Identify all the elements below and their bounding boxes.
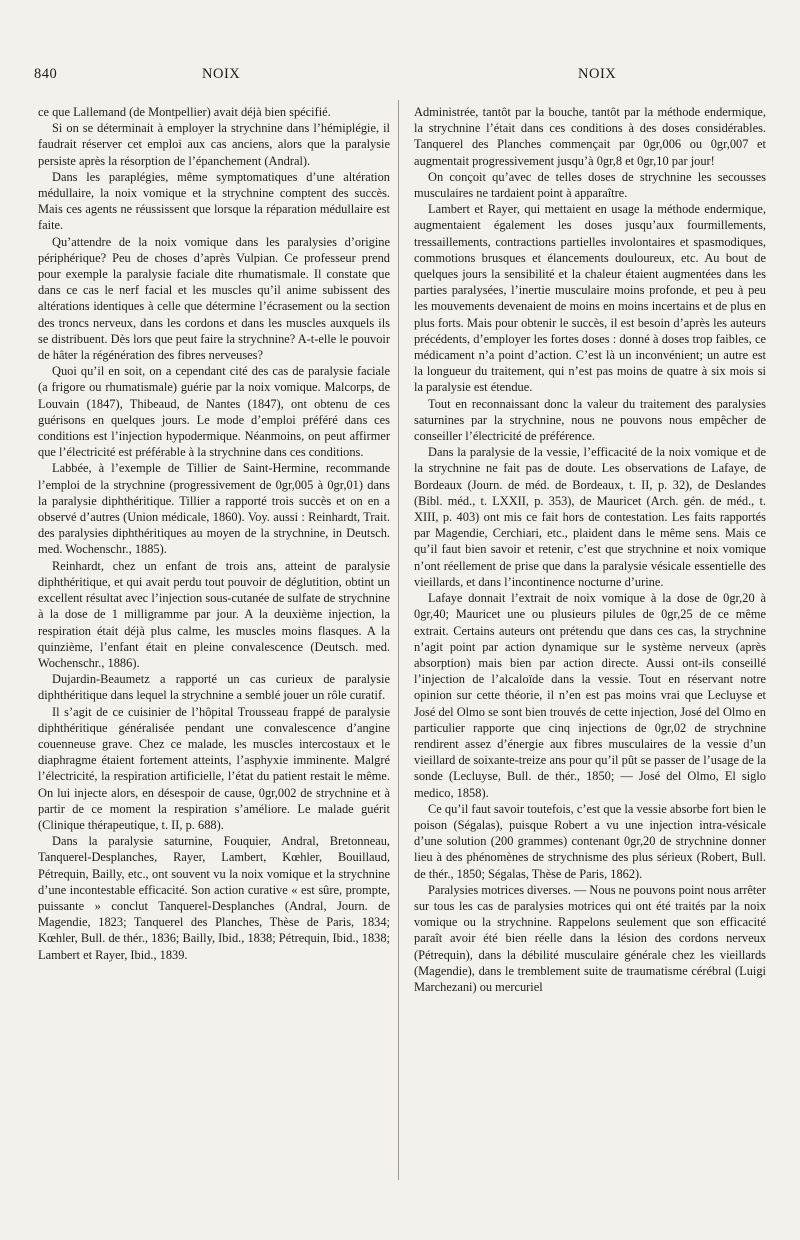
paragraph: Administrée, tantôt par la bouche, tantôt par la méthode endermique, la strychnine l’était dans ces conditions à des doses considérables. Tanquerel des Planches commençait par 0gr,006 ou 0gr,007 et augmentait progressivement jusqu’à 0gr,8 et 0gr,10 par jour! <box>414 105 766 168</box>
left-column <box>38 104 390 963</box>
paragraph: Dujardin-Beaumetz a rapporté un cas curieux de paralysie diphthéritique dans lequel la strychnine a semblé jouer un rôle curatif. <box>38 672 390 703</box>
paragraph: Dans les paraplégies, même symptomatiques d’une altération médullaire, la noix vomique et la strychnine comptent des succès. Mais ces agents ne réussissent que lorsque la réparation médullaire est faite. <box>38 169 390 233</box>
running-title-right: NOIX <box>578 66 617 82</box>
paragraph: Qu’attendre de la noix vomique dans les paralysies d’origine périphérique? Peu de choses d’après Vulpian. Ce professeur prend pour exemple la paralysie faciale dite rhumatismale. Il constate que dans ce cas le nerf facial et les muscles qu’il anime subissent des altérations identiques à celle que détermine l’écrasement ou la section des troncs nerveux, dans les cordons et dans les muscles auxquels ils se distribuent. Dès lors que peut faire la strychnine? A-t-elle le pouvoir de hâter la régénération des fibres nerveuses? <box>38 234 390 363</box>
page-header <box>0 66 800 88</box>
paragraph: Dans la paralysie de la vessie, l’efficacité de la noix vomique et de la strychnine ne fait pas de doute. Les observations de Lafaye, de Bordeaux (Journ. de méd. de Bordeaux, t. II, p. 32), de Deslandes (Bibl. méd., t. LXXII, p. 353), de Mauricet (Arch. gén. de méd., t. XIII, p. 403) ont mis ce fait hors de contestation. Les faits rapportés par Magendie, Cerchiari, etc., plaident dans le même sens. Mais ce qu’il faut bien savoir et retenir, c’est que strychnine et noix vomique n’ont réellement de prise que dans la paralysie vésicale essentielle des vieillards, et dans l’incontinence nocturne d’urine. <box>414 445 766 589</box>
column-divider <box>398 100 399 1180</box>
running-title-left: NOIX <box>202 66 241 82</box>
paragraph: Il s’agit de ce cuisinier de l’hôpital Trousseau frappé de paralysie diphthéritique généralisée pendant une convalescence d’angine couenneuse grave. Chez ce malade, les muscles intercostaux et le diaphragme étaient fortement atteints, l’asphyxie imminente. Malgré l’électricité, la respiration artificielle, l’état du patient restait le même. On lui injecte alors, en désespoir de cause, 0gr,002 de strychnine et à partir de ce moment la respiration s’améliore. Le malade guérit (Clinique thérapeutique, t. II, p. 688). <box>38 704 390 832</box>
paragraph: Labbée, à l’exemple de Tillier de Saint-Hermine, recommande l’emploi de la strychnine (progressivement de 0gr,005 à 0gr,01) dans la paralysie diphthéritique. Tillier a rapporté trois succès et on en a observé d’autres (Union médicale, 1860). Voy. aussi : Reinhardt, Trait. des paralysies diphthéritiques au moyen de la strychnine, in Deutsch. med. Wochenschr., 1885). <box>38 461 390 557</box>
paragraph: Paralysies motrices diverses. — Nous ne pouvons point nous arrêter sur tous les cas de paralysies motrices qui ont été traités par la noix vomique ou la strychnine. Rappelons seulement que son efficacité paraît avoir été bien réelle dans la lésion des cordons nerveux (Pétrequin), dans la débilité musculaire générale chez les vieillards (Magendie), dans le tremblement suite de traumatisme cérébral (Luigi Marchezani) ou mercuriel <box>414 882 766 994</box>
right-column <box>414 104 766 995</box>
paragraph: Reinhardt, chez un enfant de trois ans, atteint de paralysie diphthéritique, et qui avait perdu tout pouvoir de déglutition, obtint un excellent résultat avec l’injection sous-cutanée de sulfate de strychnine à la dose de 1 milligramme par jour. A la deuxième injection, la respiration était déjà plus calme, les muscles moins flasques. A la quinzième, l’enfant était en pleine convalescence (Deutsch. med. Wochenschr., 1886). <box>38 558 390 670</box>
paragraph: Dans la paralysie saturnine, Fouquier, Andral, Bretonneau, Tanquerel-Desplanches, Rayer, Lambert, Kœhler, Bouillaud, Pétrequin, Bailly, etc., ont souvent vu la noix vomique et la strychnine d’une incontestable efficacité. Son action curative « est sûre, prompte, puissante » conclut Tanquerel-Desplanches (Andral, Journ. de Magendie, 1823; Tanquerel des Planches, Thèse de Paris, 1834; Kœhler, Bull. de thér., 1836; Bailly, Ibid., 1838; Pétrequin, Ibid., 1838; Lambert et Rayer, Ibid., 1839. <box>38 834 390 962</box>
paragraph: Lafaye donnait l’extrait de noix vomique à la dose de 0gr,20 à 0gr,40; Mauricet une ou plusieurs pilules de 0gr,25 de ce même extrait. Certains auteurs ont prétendu que dans ces cas, la strychnine n’agit point par action dynamique sur le système nerveux (après absorption) mais bien par action directe. Aussi ont-ils conseillé l’injection de l’alcaloïde dans la vessie. Tout en réservant notre opinion sur cette théorie, il n’en est pas moins vrai que Lecluyse et José del Olmo se sont bien trouvés de cette injection, José del Olmo en particulier rapporte que cinq injections de 0gr,02 de strychnine rendirent assez d’énergie aux fibres musculaires de la vessie d’un vieillard de soixante-treize ans pour qu’il pût se passer de l’usage de la sonde (Lecluyse, Bull. de thér., 1850; — José del Olmo, El siglo medico, 1858). <box>414 591 766 800</box>
paragraph: ce que Lallemand (de Montpellier) avait déjà bien spécifié. <box>38 105 331 119</box>
paragraph: Tout en reconnaissant donc la valeur du traitement des paralysies saturnines par la strychnine, nous ne pouvons nous empêcher de conseiller l’électricité de préférence. <box>414 396 766 444</box>
paragraph: Ce qu’il faut savoir toutefois, c’est que la vessie absorbe fort bien le poison (Ségalas), puisque Robert a vu une injection intra-vésicale d’une solution (200 grammes) contenant 0gr,20 de strychnine donner lieu à des phénomènes de strychnisme des plus sérieux (Robert, Bull. de thér., 1850; Ségalas, Thèse de Paris, 1862). <box>414 801 766 881</box>
paragraph: Si on se déterminait à employer la strychnine dans l’hémiplégie, il faudrait réserver cet emploi aux cas anciens, alors que la paralysie persiste après la résorption de l’épanchement (Andral). <box>38 121 390 168</box>
paragraph: Lambert et Rayer, qui mettaient en usage la méthode endermique, augmentaient également les doses jusqu’aux fourmillements, tressaillements, contractions partielles involontaires et spasmodiques, commotions brusques et élancements douloureux, etc. Au bout de quelques jours la sensibilité et la chaleur étaient augmentées dans les parties paralysées, l’inertie musculaire moins profonde, et peu à peu les mouvements devenaient de moins en moins incertains et de plus en plus forts. Mais pour obtenir le succès, il est besoin d’après les auteurs précédents, d’employer les fortes doses : donné à doses trop faibles, ce médicament n’a point d’action. C’est là un inconvénient; un autre est la longueur du traitement, qui n’est pas moins de quatre à six mois si la paralysie est étendue. <box>414 202 766 395</box>
page-number: 840 <box>34 66 58 82</box>
paragraph: Quoi qu’il en soit, on a cependant cité des cas de paralysie faciale (a frigore ou rhumatismale) guérie par la noix vomique. Malcorps, de Louvain (1847), Thibeaud, de Nantes (1847), ont obtenu de ces guérisons en quelques jours. Le mode d’emploi préféré dans ces conditions est l’injection hypodermique. Néanmoins, on peut affirmer que l’électricité est préférable à la strychnine dans ces conditions. <box>38 364 390 460</box>
paragraph: On conçoit qu’avec de telles doses de strychnine les secousses musculaires ne tardaient point à apparaître. <box>414 169 766 201</box>
